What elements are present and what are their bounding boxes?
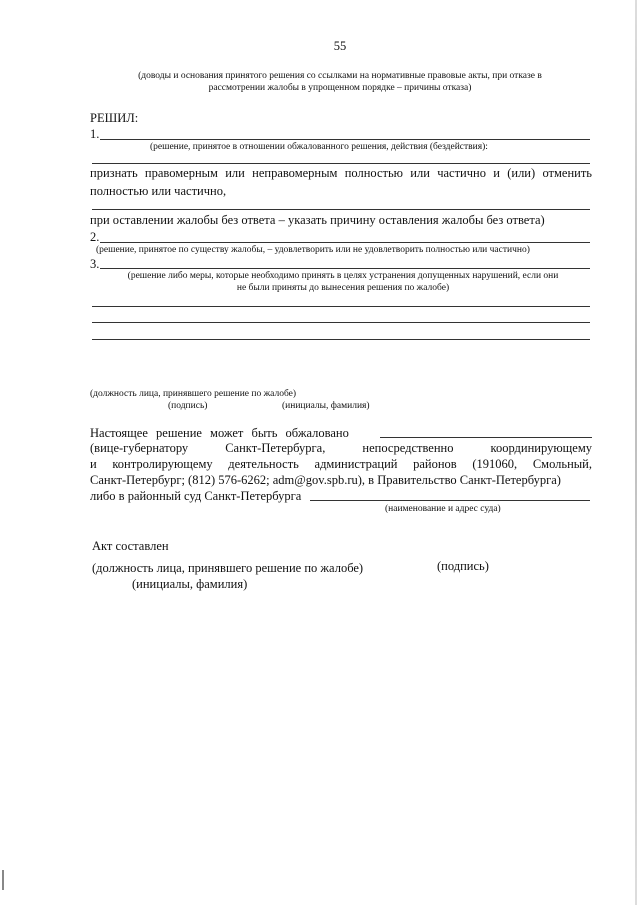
item3-caption-line1: (решение либо меры, которые необходимо принять в целях устранения допущенных нарушений, если они <box>127 271 559 281</box>
blank-line <box>92 306 590 307</box>
court-line <box>310 500 590 501</box>
court-caption: (наименование и адрес суда) <box>385 504 501 514</box>
item2-line <box>100 242 590 243</box>
item3-number: 3. <box>90 257 100 271</box>
position-caption: (должность лица, принявшего решение по жалобе) <box>90 389 297 399</box>
initials-caption: (инициалы, фамилия) <box>282 401 370 411</box>
blank-line <box>92 339 590 340</box>
scan-mark <box>2 870 4 890</box>
appeal-line1: Настоящее решение может быть обжаловано <box>90 426 349 440</box>
recognize-line2: полностью или частично, <box>90 184 227 198</box>
header-note-line2: рассмотрении жалобы в упрощенном порядке – причины отказа) <box>208 83 472 93</box>
scan-edge <box>635 0 637 905</box>
final-initials-caption: (инициалы, фамилия) <box>132 577 248 591</box>
appeal-line4: Санкт-Петербург; (812) 576-6262; adm@gov.spb.ru), в Правительство Санкт-Петербурга) <box>90 473 561 487</box>
page-number: 55 <box>333 39 347 53</box>
final-position-caption: (должность лица, принявшего решение по жалобе) <box>92 561 364 575</box>
signature-caption: (подпись) <box>168 401 208 411</box>
header-note-line1: (доводы и основания принятого решения со ссылками на нормативные правовые акты, при отказе в <box>138 71 542 81</box>
item1-line <box>100 139 590 140</box>
item2-caption: (решение, принятое по существу жалобы, – удовлетворить или не удовлетворить полностью или частично) <box>96 245 530 255</box>
recognize-line1: признать правомерным или неправомерным полностью или частично и (или) отменить <box>90 166 592 180</box>
act-compiled: Акт составлен <box>92 539 169 553</box>
blank-line <box>92 209 590 210</box>
final-signature-caption: (подпись) <box>437 559 489 573</box>
appeal-line2: (вице-губернатору Санкт-Петербурга, непосредственно координирующему <box>90 441 592 455</box>
item2-number: 2. <box>90 230 100 244</box>
no-answer-text: при оставлении жалобы без ответа – указать причину оставления жалобы без ответа) <box>90 213 545 227</box>
appeal-line3: и контролирующему деятельность администраций районов (191060, Смольный, <box>90 457 592 471</box>
item3-line <box>100 268 590 269</box>
blank-line <box>92 322 590 323</box>
blank-line <box>92 163 590 164</box>
item1-caption: (решение, принятое в отношении обжалованного решения, действия (бездействия): <box>150 142 488 152</box>
item1-number: 1. <box>90 127 100 141</box>
item3-caption-line2: не были приняты до вынесения решения по жалобе) <box>236 283 450 293</box>
appeal-line5: либо в районный суд Санкт-Петербурга <box>90 489 302 503</box>
decided-heading: РЕШИЛ: <box>90 111 139 125</box>
appeal-blank <box>380 437 592 438</box>
